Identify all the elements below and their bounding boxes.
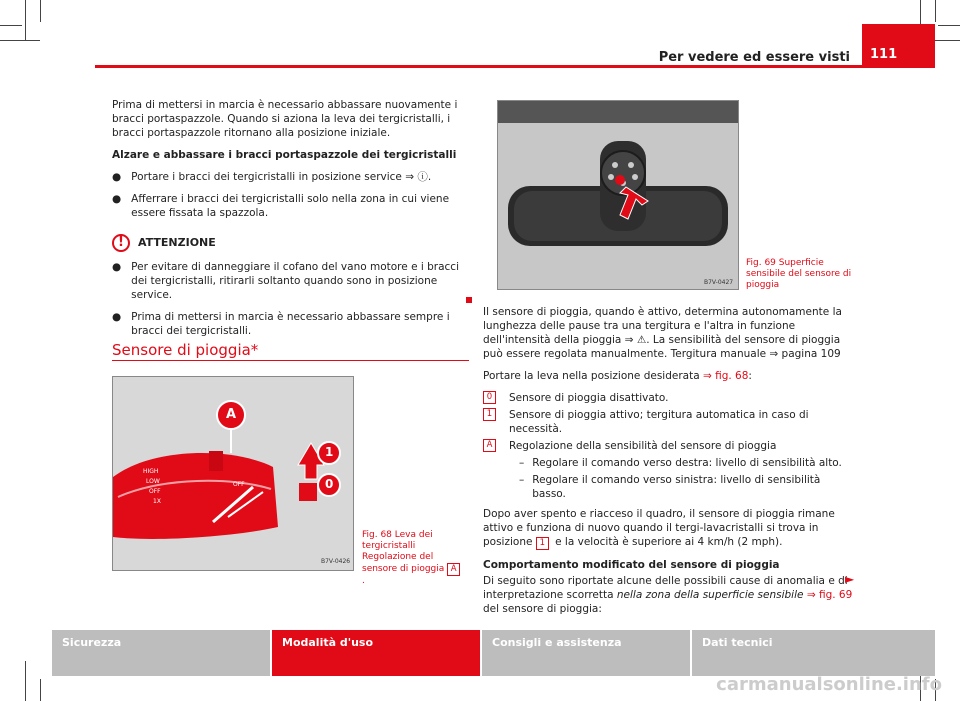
- rain-sensor-illustration: [498, 101, 738, 289]
- figure-code: B7V-0426: [321, 558, 351, 565]
- figure-link[interactable]: ⇒ fig. 68: [702, 370, 749, 382]
- header-rule: [95, 65, 935, 68]
- key-a: A: [447, 563, 460, 576]
- crop-mark: [0, 40, 40, 41]
- item-list: [483, 391, 855, 501]
- continue-arrow-icon: ►: [845, 572, 855, 586]
- figure-link[interactable]: ⇒ fig. 69: [803, 589, 853, 601]
- footer-tab-dati[interactable]: Dati tecnici: [692, 630, 935, 676]
- section-title: Sensore di pioggia*: [112, 341, 259, 359]
- sub-item: – Regolare il comando verso destra: livello di sensibilità alto.: [519, 457, 842, 469]
- crop-mark: [40, 0, 41, 22]
- list-item: 1 Sensore di pioggia attivo; tergitura automatica in caso di necessità.: [483, 408, 855, 436]
- key-0: 0: [483, 391, 496, 404]
- stalk-label-low: LOW: [146, 478, 160, 485]
- left-column: [112, 98, 469, 346]
- stalk-label-1x: 1X: [153, 498, 161, 505]
- figure-69-caption: Fig. 69 Superficie sensibile del sensore di pioggia: [746, 258, 852, 290]
- footer-tab-modalita[interactable]: Modalità d'uso: [272, 630, 480, 676]
- end-marker: [466, 297, 472, 303]
- crop-mark: [935, 0, 936, 22]
- section-rule: [112, 360, 469, 361]
- figure-code: B7V-0427: [704, 279, 734, 286]
- warning-bullet: ● Prima di mettersi in marcia è necessario abbassare sempre i bracci dei tergicristalli.: [112, 311, 450, 337]
- figure-68-caption: Fig. 68 Leva dei tergicristalli Regolazione del sensore di pioggia A.: [362, 530, 464, 587]
- subheading: Alzare e abbassare i bracci portaspazzole dei tergicristalli: [112, 149, 457, 161]
- watermark: carmanualsonline.info: [716, 674, 942, 695]
- footer-tab-consigli[interactable]: Consigli e assistenza: [482, 630, 690, 676]
- stalk-label-high: HIGH: [143, 468, 159, 475]
- warning-heading: ! ATTENZIONE: [112, 234, 469, 252]
- figure-68: [112, 376, 354, 571]
- list-item: 0 Sensore di pioggia disattivato.: [483, 391, 855, 405]
- stalk-label-off: OFF: [149, 488, 161, 495]
- crop-mark: [25, 0, 26, 40]
- paragraph: Portare la leva nella posizione desiderata ⇒ fig. 68:: [483, 370, 752, 382]
- crop-mark: [25, 661, 26, 701]
- page-number: 111: [862, 24, 935, 68]
- crop-mark: [938, 25, 960, 26]
- callout-0: 0: [325, 477, 334, 491]
- figure-69: [497, 100, 739, 290]
- crop-mark: [40, 679, 41, 701]
- paragraph: Dopo aver spento e riacceso il quadro, il sensore di pioggia rimane attivo e funziona di nuovo quando il tergi-lavacristalli si trova in posizione 1 e la velocità è superiore ai 4 km/h (2 mph).: [483, 508, 835, 548]
- right-column: [483, 305, 855, 624]
- intro-paragraph: Prima di mettersi in marcia è necessario abbassare nuovamente i bracci portaspazzole. Quando si aziona la leva dei tergicristalli, i bracci portaspazzole ritornano alla posizione iniziale.: [112, 99, 458, 139]
- callout-1: 1: [325, 445, 334, 459]
- key-1: 1: [483, 408, 496, 421]
- list-item: A Regolazione della sensibilità del sensore di pioggia: [483, 439, 855, 453]
- key-1: 1: [536, 537, 549, 550]
- paragraph: Di seguito sono riportate alcune delle possibili cause di anomalia e di interpretazione scorretta nella zona della superficie sensibile ⇒ fig. 69 del sensore di pioggia:: [483, 575, 853, 615]
- bullet-item: ● Portare i bracci dei tergicristalli in posizione service ⇒ ⓘ.: [112, 171, 432, 183]
- callout-a: A: [226, 407, 237, 422]
- warning-bullet: ● Per evitare di danneggiare il cofano del vano motore e i bracci dei tergicristalli, ritirarli soltanto quando sono in posizione service.: [112, 261, 459, 301]
- crop-mark: [0, 25, 22, 26]
- footer-tab-sicurezza[interactable]: Sicurezza: [52, 630, 270, 676]
- sub-item: – Regolare il comando verso sinistra: livello di sensibilità basso.: [519, 474, 821, 500]
- stalk-label-off-2: OFF: [233, 481, 245, 488]
- key-a: A: [483, 439, 496, 452]
- running-header: Per vedere ed essere visti: [658, 50, 850, 65]
- subheading: Comportamento modificato del sensore di pioggia: [483, 559, 780, 571]
- exclamation-icon: !: [112, 234, 130, 252]
- paragraph: Il sensore di pioggia, quando è attivo, determina autonomamente la lunghezza delle pause tra una tergitura e l'altra in funzione dell'intensità della pioggia ⇒ ⚠. La sensibilità del sensore di pioggia può essere regolata manualmente. Tergitura manuale ⇒ pagina 109: [483, 306, 842, 360]
- bullet-item: ● Afferrare i bracci dei tergicristalli solo nella zona in cui viene essere fissata la spazzola.: [112, 193, 450, 219]
